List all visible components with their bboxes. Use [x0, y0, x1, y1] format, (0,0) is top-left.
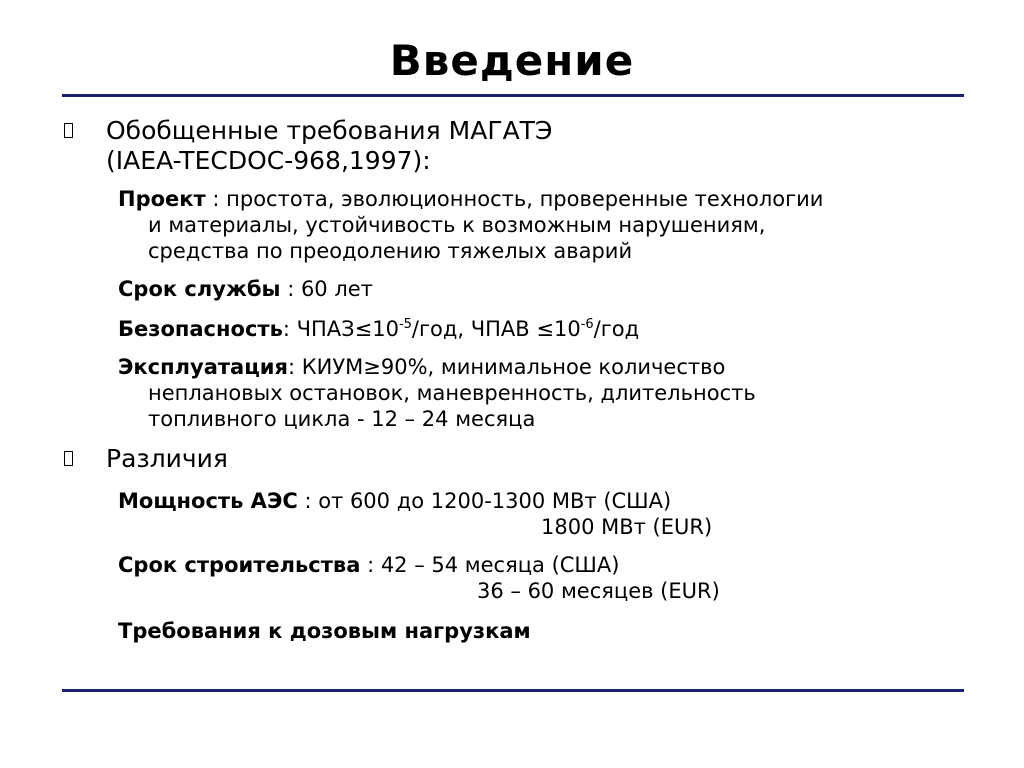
- item-text: : 42 – 54 месяца (США): [360, 553, 620, 577]
- bullet-text-line1: Обобщенные требования МАГАТЭ: [106, 116, 553, 145]
- item-text-cont: топливного цикла - 12 – 24 месяца: [148, 407, 536, 431]
- item-power: [118, 488, 712, 540]
- item-project: [118, 186, 823, 264]
- item-text: : от 600 до 1200-1300 МВт (США): [297, 489, 672, 513]
- item-text: : простота, эволюционность, проверенные технологии: [205, 187, 824, 211]
- item-dose-requirements: [118, 618, 531, 644]
- item-label: Безопасность: [118, 317, 283, 341]
- item-label: Срок строительства: [118, 553, 361, 577]
- item-text: : ЧПАЗ≤10: [282, 317, 399, 341]
- item-safety: [118, 316, 639, 342]
- bullet-text-line2: (IAEA-TECDOC-968,1997):: [106, 146, 431, 175]
- slide-title: Введение: [389, 36, 635, 85]
- item-label: Проект: [118, 187, 206, 211]
- item-construction: [118, 552, 720, 604]
- item-text-cont: средства по преодолению тяжелых аварий: [148, 239, 633, 263]
- bullet-box-icon: [64, 123, 73, 138]
- exponent: -6: [580, 317, 594, 332]
- item-text-cont: неплановых остановок, маневренность, длительность: [148, 381, 756, 405]
- item-text: : 60 лет: [280, 277, 373, 301]
- item-text-cont: 1800 МВт (EUR): [541, 515, 713, 539]
- item-label: Срок службы: [118, 277, 281, 301]
- item-label: Эксплуатация: [118, 355, 288, 379]
- item-operation: [118, 354, 756, 432]
- item-text: : КИУМ≥90%, минимальное количество: [287, 355, 726, 379]
- exponent: -5: [398, 317, 412, 332]
- item-label: Мощность АЭС: [118, 489, 298, 513]
- item-text-cont: 36 – 60 месяцев (EUR): [477, 579, 720, 603]
- item-text: /год: [593, 317, 640, 341]
- item-text-cont: и материалы, устойчивость к возможным нарушениям,: [148, 213, 766, 237]
- title-divider: [62, 94, 964, 97]
- item-label: Требования к дозовым нагрузкам: [118, 619, 531, 643]
- footer-divider: [62, 689, 964, 692]
- bullet-text-line1: Различия: [106, 444, 228, 473]
- bullet-box-icon: [64, 451, 73, 466]
- item-text: /год, ЧПАВ ≤10: [411, 317, 581, 341]
- item-service-life: [118, 276, 373, 302]
